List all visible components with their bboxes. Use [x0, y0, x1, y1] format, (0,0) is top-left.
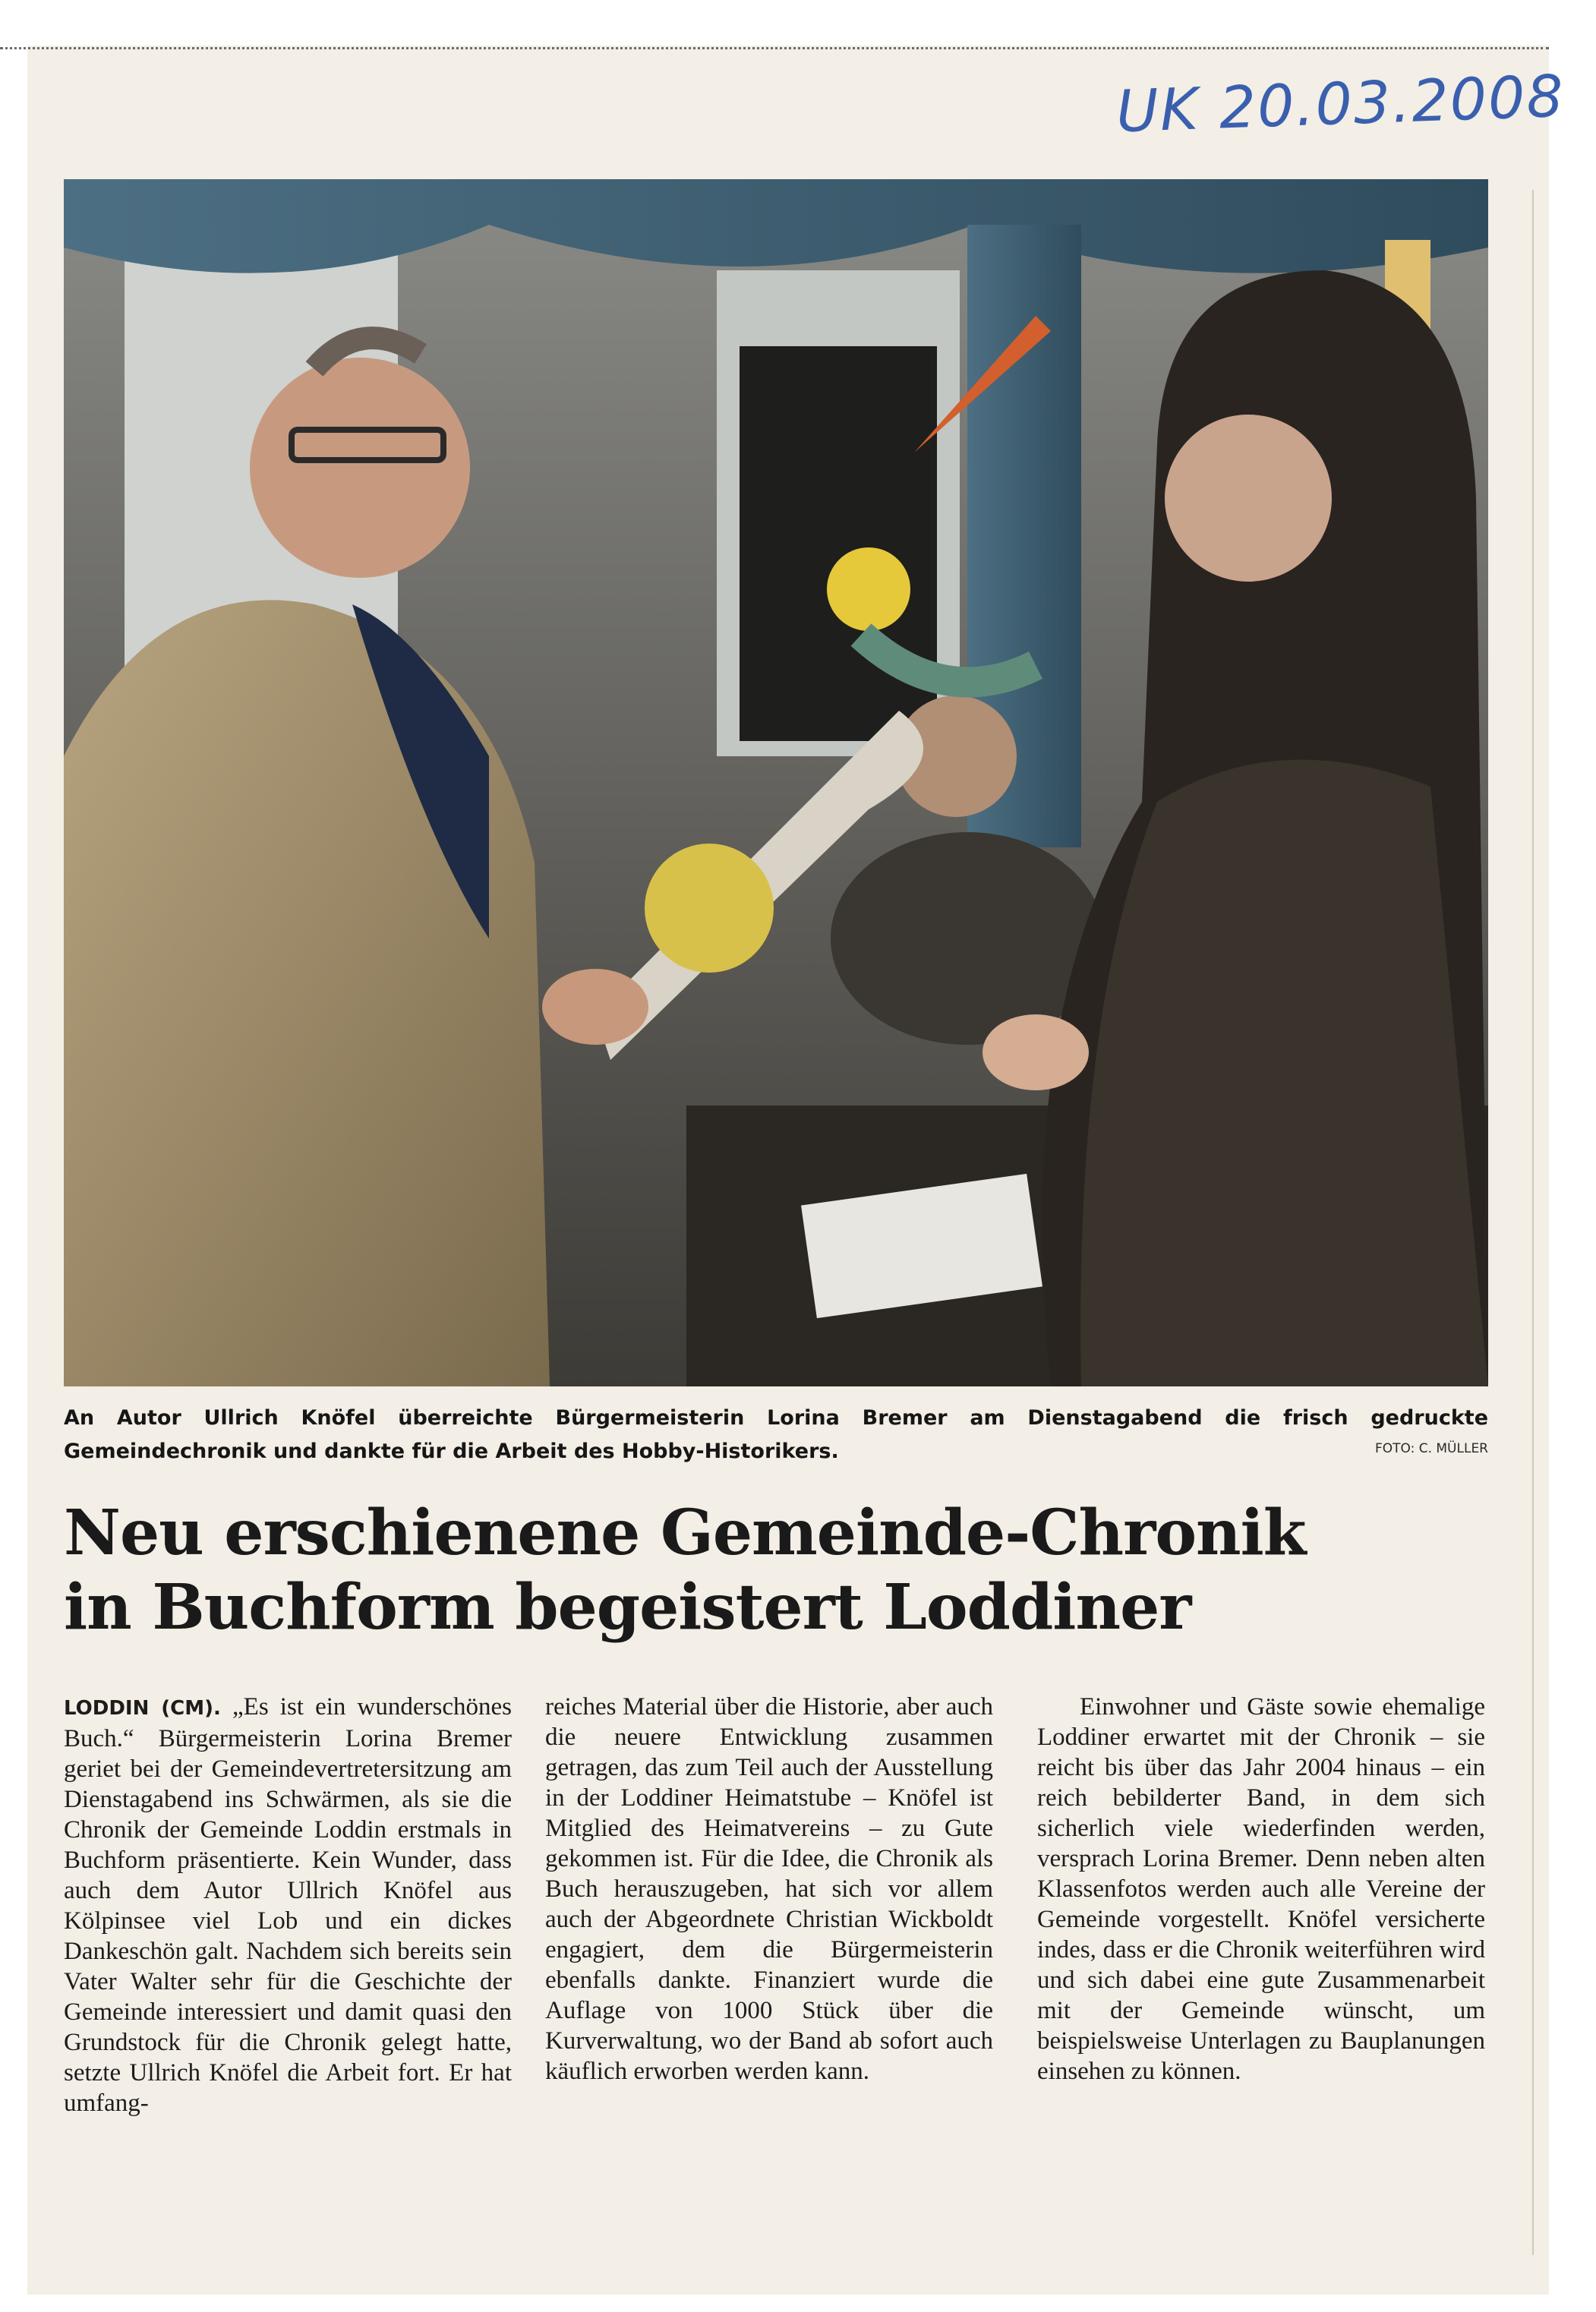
headline-line-1: Neu erschienene Gemeinde-Chronik [64, 1497, 1306, 1569]
article-column-2 [545, 1692, 993, 2086]
article-column-3-text: Einwohner und Gäste sowie ehemalige Loddiner erwartet mit der Chronik – sie reicht bis über das Jahr 2004 hinaus – ein reich bebilderter Band, in dem sich sicherlich viele wiederfinden werden, versprach Lorina Bremer. Denn neben alten Klassenfotos werden auch alle Vereine der Gemeinde vorgestellt. Knöfel versicherte indes, dass er die Chronik weiterführen wird und sich dabei eine gute Zusammenarbeit mit der Gemeinde wünscht, um beispielsweise Unterlagen zu Bauplanungen einsehen zu können. [1037, 1693, 1485, 2085]
article-dateline: LODDIN (CM). [64, 1697, 221, 1720]
article-column-3 [1037, 1692, 1485, 2086]
article-photo [64, 179, 1488, 1386]
article-column-2-text: reiches Material über die Historie, aber auch die neuere Entwicklung zusammen getragen, das zum Teil auch der Ausstellung in der Loddiner Heimatstube – Knöfel ist Mitglied des Heimatvereins – zu Gute gekommen ist. Für die Idee, die Chronik als Buch herauszugeben, hat sich vor allem auch der Abgeordnete Christian Wickboldt engagiert, dem die Bürgermeisterin ebenfalls dankte. Finanziert wurde die Auflage von 1000 Stück über die Kurverwaltung, wo der Band ab sofort auch käuflich erworben werden kann. [545, 1693, 993, 2085]
photo-image-icon [64, 179, 1488, 1386]
handwritten-date-note: UK 20.03.2008 [1115, 62, 1566, 146]
article-headline [64, 1496, 1491, 1645]
photo-credit: FOTO: C. MÜLLER [1374, 1441, 1488, 1456]
cut-line [0, 47, 1549, 49]
photo-caption: An Autor Ullrich Knöfel überreichte Bürgermeisterin Lorina Bremer am Dienstagabend die frisch gedruckte Gemeindechronik und dankte für die Arbeit des Hobby-Historikers. [64, 1406, 1488, 1463]
article-column-1-text: „Es ist ein wunderschönes Buch.“ Bürgermeisterin Lorina Bremer geriet bei der Gemeindevertretersitzung am Dienstagabend ins Schwärmen, als sie die Chronik der Gemeinde Loddin erstmals in Buchform präsentierte. Kein Wunder, dass auch dem Autor Ullrich Knöfel aus Kölpinsee viel Lob und ein dickes Dankeschön galt. Nachdem sich bereits sein Vater Walter sehr für die Geschichte der Gemeinde interessiert und damit quasi den Grundstock für die Chronik gelegt hatte, setzte Ullrich Knöfel die Arbeit fort. Er hat umfang- [64, 1693, 512, 2117]
clipping-edge [1532, 190, 1534, 2255]
article-column-1 [64, 1692, 512, 2118]
headline-line-2: in Buchform begeistert Loddiner [64, 1571, 1191, 1644]
